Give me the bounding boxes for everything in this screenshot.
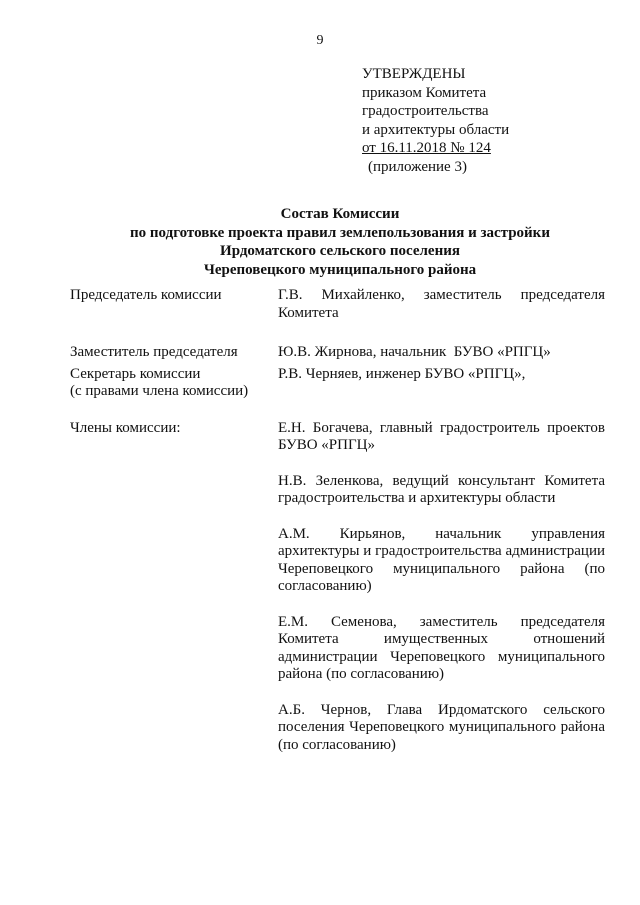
title-line-4: Череповецкого муниципального района <box>203 261 477 278</box>
roster-row-deputy <box>70 344 605 362</box>
approval-line-2: градостроительства <box>362 103 489 120</box>
roster-row-members <box>70 420 605 755</box>
member-entry: А.М. Кирьянов, начальник управления архитектуры и градостроительства администрации Череповецкого муниципального района (по согласованию) <box>278 525 605 594</box>
approval-line-3: и архитектуры области <box>362 121 510 138</box>
role-members: Члены комиссии: <box>70 419 181 436</box>
person-chairman: Г.В. Михайленко, заместитель председателя Комитета <box>278 287 605 321</box>
title-line-2: по подготовке проекта правил землепользования и застройки <box>130 224 550 241</box>
role-chairman: Председатель комиссии <box>70 287 222 303</box>
member-entry: Е.М. Семенова, заместитель председателя Комитета имущественных отношений администрации Череповецкого муниципального района (по согласованию) <box>278 613 605 682</box>
roster-row-secretary <box>70 366 605 401</box>
person-deputy: Ю.В. Жирнова, начальник БУВО «РПГЦ» <box>278 344 551 360</box>
approval-heading: УТВЕРЖДЕНЫ <box>362 66 466 82</box>
approval-line-1: приказом Комитета <box>362 84 487 101</box>
page-number: 9 <box>316 33 324 48</box>
commission-roster <box>70 287 605 754</box>
role-deputy: Заместитель председателя <box>70 344 238 360</box>
person-secretary: Р.В. Черняев, инженер БУВО «РПГЦ», <box>278 365 526 382</box>
approval-appendix: (приложение 3) <box>368 158 467 175</box>
role-secretary: Секретарь комиссии (с правами члена комиссии) <box>70 365 249 399</box>
title-line-3: Ирдоматского сельского поселения <box>220 243 460 260</box>
approval-stamp <box>362 65 509 177</box>
roster-row-chairman <box>70 287 605 322</box>
members-list <box>278 420 605 755</box>
member-entry: А.Б. Чернов, Глава Ирдоматского сельского поселения Череповецкого муниципального района (по согласованию) <box>278 701 605 753</box>
document-title <box>0 205 640 279</box>
approval-order-ref: от 16.11.2018 № 124 <box>362 140 491 157</box>
member-entry: Е.Н. Богачева, главный градостроитель проектов БУВО «РПГЦ» <box>278 419 605 453</box>
title-line-1: Состав Комиссии <box>280 206 400 222</box>
member-entry: Н.В. Зеленкова, ведущий консультант Комитета градостроительства и архитектуры области <box>278 472 605 506</box>
